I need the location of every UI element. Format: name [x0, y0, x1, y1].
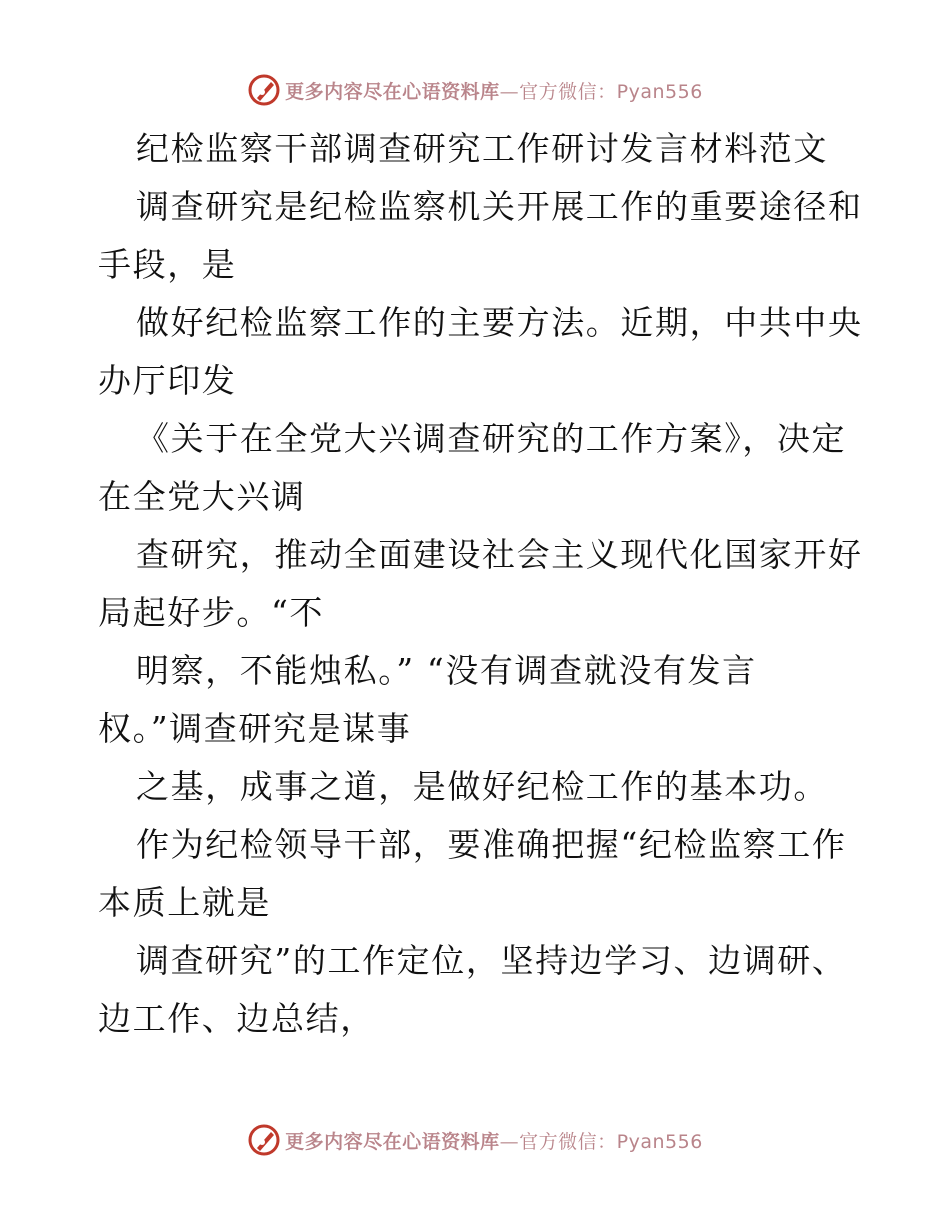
text-line: 在全党大兴调 [98, 477, 306, 516]
text-line: 办厅印发 [98, 361, 237, 400]
banner-site-text: 更多内容尽在心语资料库 [285, 80, 500, 103]
text-line: 局起好步。“不 [98, 593, 325, 632]
text-line: 作为纪检领导干部，要准确把握“纪检监察工作 [136, 825, 847, 864]
document-body [98, 120, 863, 1048]
text-line: 查研究，推动全面建设社会主义现代化国家开好 [136, 535, 863, 574]
text-line: 明察，不能烛私。” “没有调查就没有发言 [136, 651, 757, 690]
banner-wechat-text: 官方微信：Pyan556 [519, 1130, 703, 1153]
text-line: 调查研究是纪检监察机关开展工作的重要途径和 [136, 187, 863, 226]
text-line: 之基，成事之道，是做好纪检工作的基本功。 [136, 767, 828, 806]
text-line: 权。”调查研究是谋事 [98, 709, 412, 748]
pen-logo-icon [247, 73, 281, 107]
banner-separator: — [499, 1130, 520, 1153]
text-line: 边工作、边总结， [98, 999, 375, 1038]
banner-wechat-text: 官方微信：Pyan556 [519, 80, 703, 103]
banner-site-text: 更多内容尽在心语资料库 [285, 1130, 500, 1153]
banner-separator: — [499, 80, 520, 103]
pen-logo-icon [247, 1123, 281, 1157]
text-line: 本质上就是 [98, 883, 271, 922]
text-line: 《关于在全党大兴调查研究的工作方案》，决定 [136, 419, 847, 458]
text-line: 做好纪检监察工作的主要方法。近期，中共中央 [136, 303, 863, 342]
text-line: 调查研究”的工作定位，坚持边学习、边调研、 [136, 941, 847, 980]
header-watermark [0, 70, 950, 110]
footer-watermark [0, 1120, 950, 1160]
text-line: 手段，是 [98, 245, 237, 284]
document-title: 纪检监察干部调查研究工作研讨发言材料范文 [136, 129, 828, 168]
